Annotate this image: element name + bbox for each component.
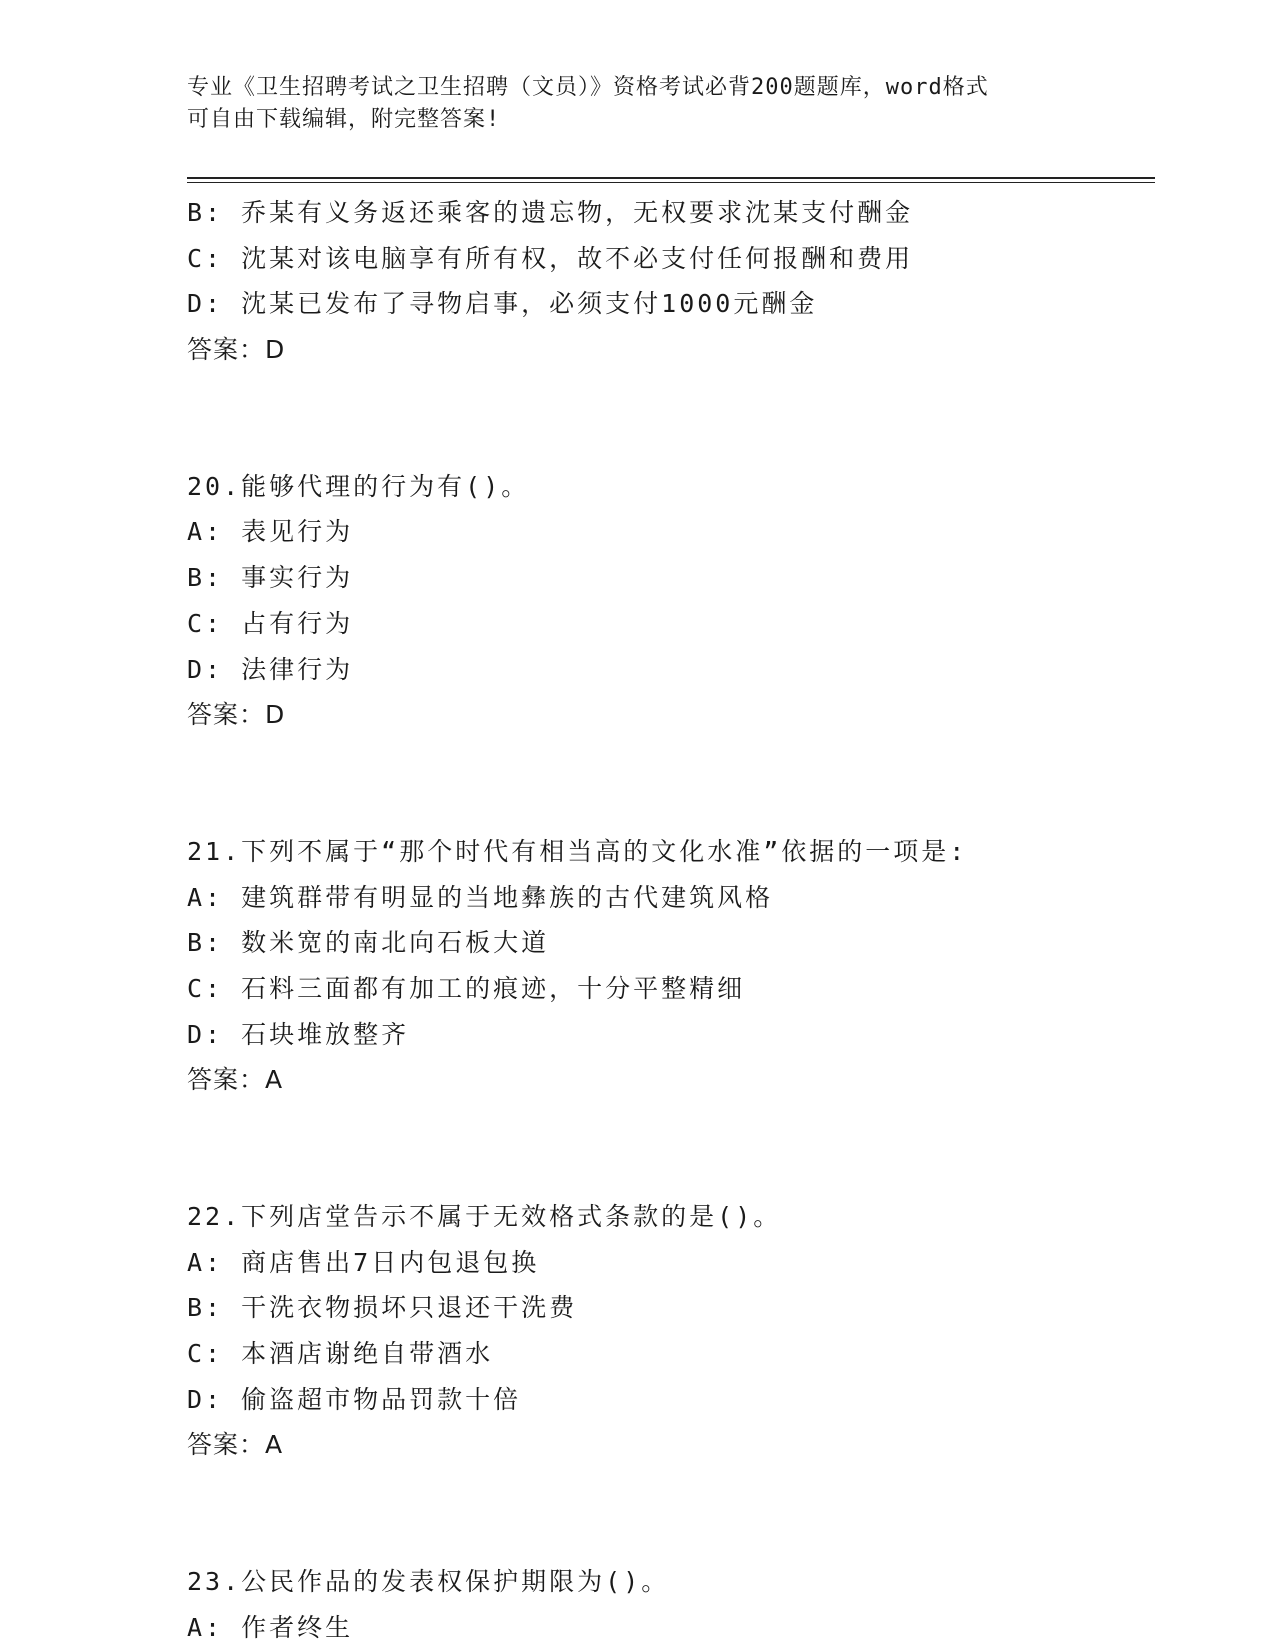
option-d: D: 偷盗超市物品罚款十倍 [187, 1384, 522, 1414]
question-20 [187, 464, 1147, 738]
option-d: D: 沈某已发布了寻物启事，必须支付1000元酬金 [187, 289, 818, 319]
question-spacer [187, 1103, 1147, 1194]
question-22 [187, 1194, 1147, 1468]
answer-line: 答案：A [187, 1065, 284, 1095]
question-stem: 23.公民作品的发表权保护期限为()。 [187, 1567, 670, 1597]
option-c: C: 沈某对该电脑享有所有权，故不必支付任何报酬和费用 [187, 243, 914, 273]
option-a: A: 建筑群带有明显的当地彝族的古代建筑风格 [187, 882, 774, 912]
answer-line: 答案：A [187, 1430, 284, 1460]
option-c: C: 本酒店谢绝自带酒水 [187, 1339, 494, 1369]
question-spacer [187, 373, 1147, 464]
option-c: C: 占有行为 [187, 608, 354, 638]
option-a: A: 商店售出7日内包退包换 [187, 1247, 540, 1277]
header-divider-thin [187, 182, 1155, 183]
question-spacer [187, 738, 1147, 829]
document-header [187, 72, 1087, 136]
question-list [187, 190, 1147, 1651]
header-title-line2: 可自由下载编辑，附完整答案! [187, 107, 501, 132]
option-b: B: 数米宽的南北向石板大道 [187, 928, 550, 958]
answer-line: 答案：D [187, 335, 286, 365]
question-stem: 22.下列店堂告示不属于无效格式条款的是()。 [187, 1202, 782, 1231]
answer-line: 答案：D [187, 700, 286, 730]
header-divider-thick [187, 177, 1155, 179]
option-b: B: 事实行为 [187, 563, 354, 593]
question-21 [187, 829, 1147, 1103]
question-19-continued [187, 190, 1147, 373]
question-stem: 20.能够代理的行为有()。 [187, 471, 530, 501]
question-23 [187, 1559, 1147, 1650]
question-stem: 21.下列不属于“那个时代有相当高的文化水准”依据的一项是: [187, 836, 968, 866]
question-spacer [187, 1468, 1147, 1559]
option-d: D: 石块堆放整齐 [187, 1019, 410, 1049]
option-a: A: 作者终生 [187, 1612, 354, 1642]
option-b: B: 干洗衣物损坏只退还干洗费 [187, 1293, 578, 1323]
option-a: A: 表见行为 [187, 517, 354, 547]
header-title-line1: 专业《卫生招聘考试之卫生招聘（文员）》资格考试必背200题题库，word格式 [187, 75, 989, 100]
option-c: C: 石料三面都有加工的痕迹，十分平整精细 [187, 973, 746, 1003]
option-d: D: 法律行为 [187, 654, 354, 684]
option-b: B: 乔某有义务返还乘客的遗忘物，无权要求沈某支付酬金 [187, 198, 914, 227]
